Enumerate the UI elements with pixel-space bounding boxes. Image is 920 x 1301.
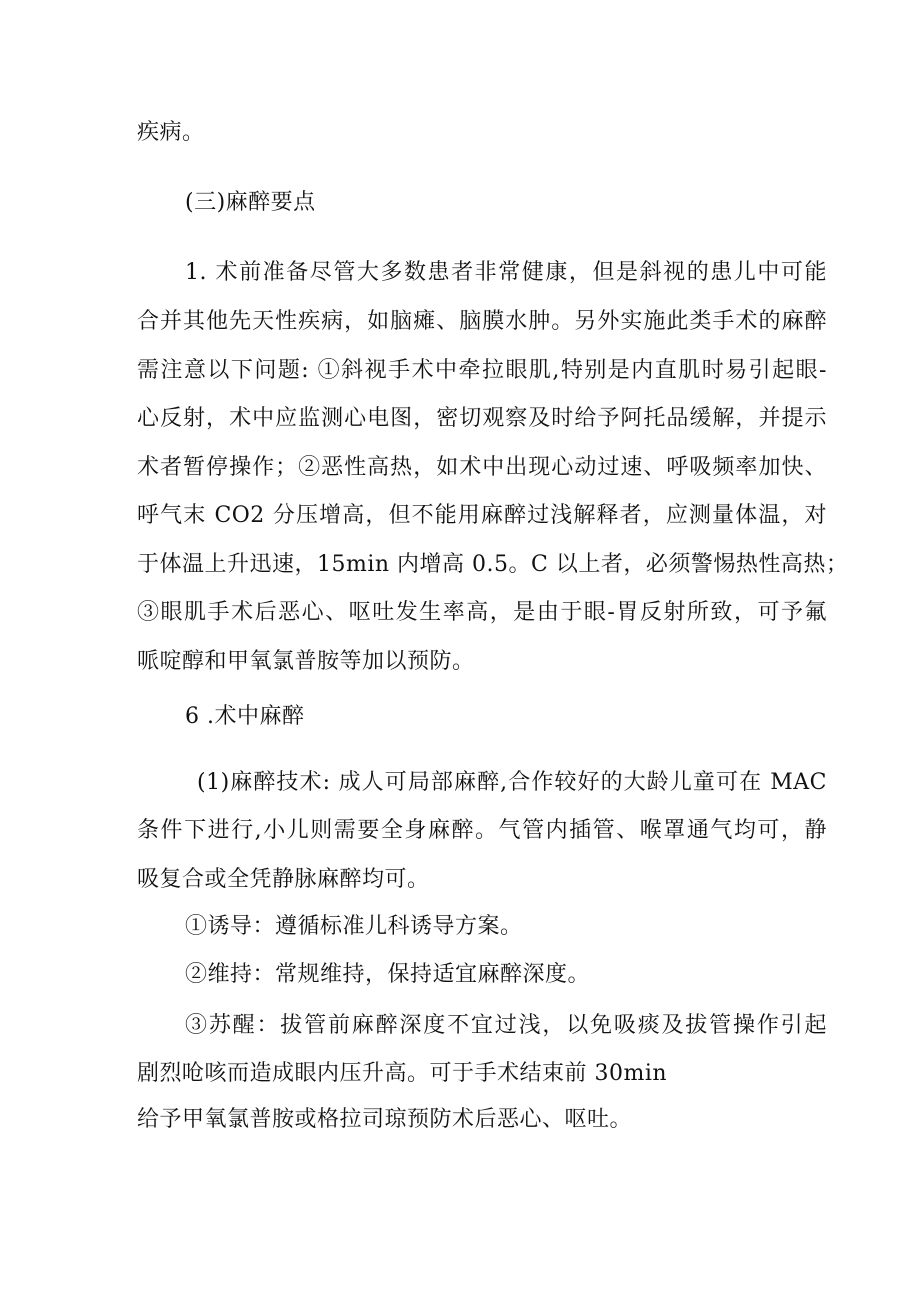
technique-line-2: 条件下进行,小儿则需要全身麻醉。气管内插管、喉罩通气均可，静 [137, 818, 827, 843]
preop-line-9: 哌啶醇和甲氧氯普胺等加以预防。 [137, 649, 475, 674]
preop-line-1: 1. 术前准备尽管大多数患者非常健康，但是斜视的患儿中可能 [185, 260, 827, 285]
preop-line-4: 心反射，术中应监测心电图，密切观察及时给予阿托品缓解，并提示 [137, 406, 827, 431]
induction-line: ①诱导：遵循标准儿科诱导方案。 [185, 914, 523, 939]
preop-line-7: 于体温上升迅速，15min 内增高 0.5。C 以上者，必须警惕热性高热； [137, 552, 849, 577]
recovery-line-2: 剧烈呛咳而造成眼内压升高。可于手术结束前 30min [137, 1061, 668, 1086]
preop-line-3: 需注意以下问题: ①斜视手术中牵拉眼肌,特别是内直肌时易引起眼- [137, 358, 827, 383]
recovery-line-1: ③苏醒：拔管前麻醉深度不宜过浅，以免吸痰及拔管操作引起 [185, 1013, 827, 1038]
section-heading: (三)麻醉要点 [185, 190, 316, 215]
preop-line-2: 合并其他先天性疾病，如脑瘫、脑膜水肿。另外实施此类手术的麻醉 [137, 309, 827, 334]
preop-line-5: 术者暂停操作；②恶性高热，如术中出现心动过速、呼吸频率加快、 [137, 455, 827, 480]
maintenance-line: ②维持：常规维持，保持适宜麻醉深度。 [185, 962, 591, 987]
continuation-text: 疾病。 [137, 120, 205, 145]
recovery-line-3: 给予甲氧氯普胺或格拉司琼预防术后恶心、呕吐。 [137, 1107, 633, 1132]
technique-line-3: 吸复合或全凭静脉麻醉均可。 [137, 867, 430, 892]
preop-line-8: ③眼肌手术后恶心、呕吐发生率高，是由于眼-胃反射所致，可予氟 [137, 600, 827, 625]
technique-line-1: (1)麻醉技术: 成人可局部麻醉,合作较好的大龄儿童可在 MAC [197, 770, 827, 795]
intraop-heading: 6 .术中麻醉 [185, 704, 305, 729]
preop-line-6: 呼气末 CO2 分压增高，但不能用麻醉过浅解释者，应测量体温，对 [137, 503, 827, 528]
